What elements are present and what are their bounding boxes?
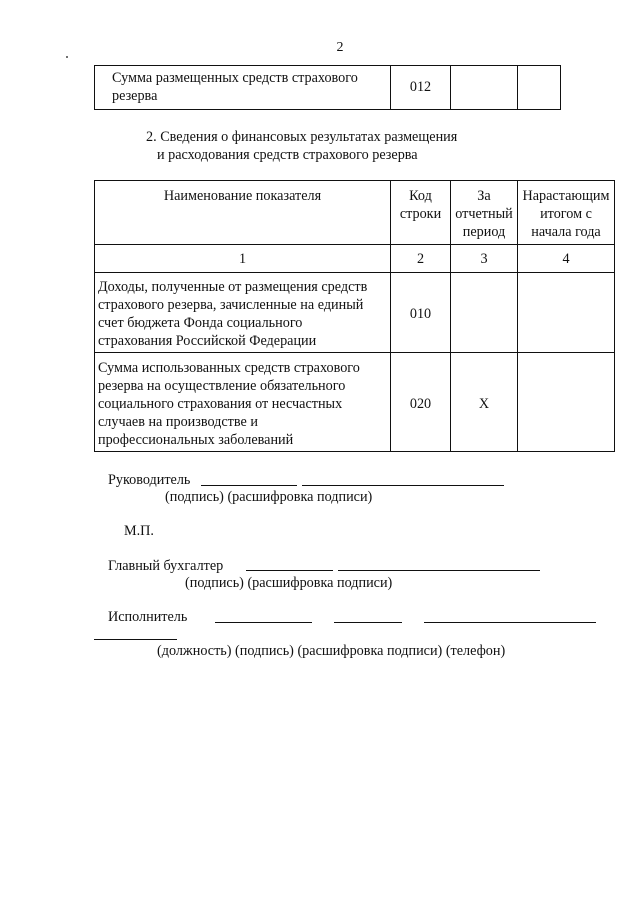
row-code: 010	[409, 306, 432, 322]
row-label-line: страхового резерва, зачисленные на единый	[98, 297, 364, 313]
executor-name-line	[424, 622, 596, 623]
header-code-line1: Код	[409, 188, 432, 204]
column-number: 3	[480, 251, 488, 267]
accountant-label: Главный бухгалтер	[108, 558, 224, 574]
head-label: Руководитель	[108, 472, 191, 488]
row-label-line: счет бюджета Фонда социального	[98, 315, 303, 331]
header-cumulative-line1: Нарастающим	[522, 188, 610, 204]
row-label-line: социального страхования от несчастных	[98, 396, 343, 412]
row-label-line: резерва на осуществление обязательного	[98, 378, 346, 394]
head-caption: (подпись) (расшифровка подписи)	[165, 489, 373, 505]
scan-speck	[66, 56, 68, 58]
column-number: 1	[238, 251, 247, 267]
executor-signature-line	[334, 622, 402, 623]
top-row-label-line1: Сумма размещенных средств страхового	[112, 70, 358, 86]
executor-phone-line	[94, 639, 177, 640]
row-code: 020	[409, 396, 432, 412]
row-label-line: случаев на производстве и	[98, 414, 258, 430]
row-label-line: профессиональных заболеваний	[98, 432, 294, 448]
section-title-line2: и расходования средств страхового резерва	[157, 147, 418, 163]
top-row-label-line2: резерва	[112, 88, 158, 104]
executor-label: Исполнитель	[108, 609, 188, 625]
row-label-line: Сумма использованных средств страхового	[98, 360, 360, 376]
header-code-line2: строки	[399, 206, 442, 222]
header-cumulative-line3: начала года	[531, 224, 601, 240]
header-period-line1: За	[477, 188, 491, 204]
row-period-value: Х	[478, 396, 490, 412]
head-name-line	[302, 485, 504, 486]
column-number: 2	[416, 251, 425, 267]
header-name: Наименование показателя	[163, 188, 322, 204]
head-signature-line	[201, 485, 297, 486]
row-label-line: страхования Российской Федерации	[98, 333, 317, 349]
header-period-line3: период	[462, 224, 506, 240]
accountant-caption: (подпись) (расшифровка подписи)	[185, 575, 393, 591]
accountant-name-line	[338, 570, 540, 571]
stamp-label: М.П.	[124, 523, 154, 539]
section-title-line1: 2. Сведения о финансовых результатах размещения	[146, 129, 458, 145]
executor-caption: (должность) (подпись) (расшифровка подписи) (телефон)	[157, 643, 506, 659]
header-cumulative-line2: итогом с	[540, 206, 592, 222]
page-number: 2	[336, 40, 344, 55]
column-number: 4	[562, 251, 570, 267]
row-label-line: Доходы, полученные от размещения средств	[98, 279, 368, 295]
accountant-signature-line	[246, 570, 333, 571]
executor-position-line	[215, 622, 312, 623]
header-period-line2: отчетный	[455, 206, 513, 222]
top-row-code: 012	[409, 79, 432, 95]
